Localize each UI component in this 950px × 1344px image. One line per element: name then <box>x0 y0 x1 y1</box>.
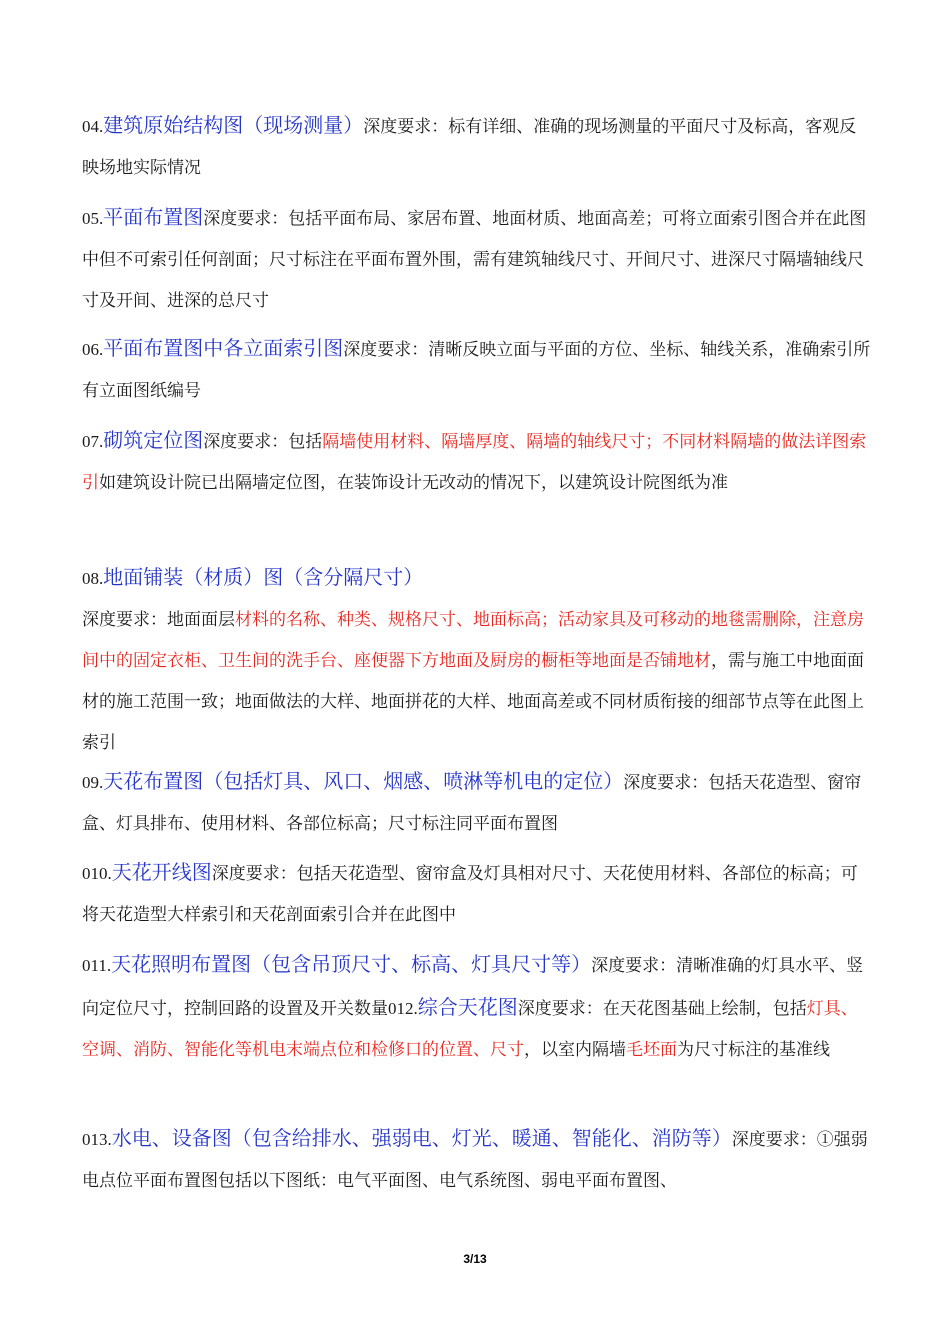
section-number: 09. <box>82 773 104 792</box>
section-body: 深度要求：①强弱电点位平面布置图包括以下图纸：电气平面图、电气系统图、弱电平面布置图、 <box>82 1130 868 1191</box>
section-number: 08. <box>82 569 104 588</box>
section-number: 011. <box>82 956 112 975</box>
highlight-text: 材料的名称、种类、规格尺寸、地面标高；活动家具及可移动的地毯需删除，注意房间中的固定衣柜、卫生间的洗手台、座便器下方地面及厨房的橱柜等地面是否铺地材 <box>82 610 864 671</box>
page-number: 3/13 <box>463 1252 487 1266</box>
section-number: 04. <box>82 117 104 136</box>
section-number: 010. <box>82 864 112 883</box>
section-body: ，需与施工中地面面材的施工范围一致；地面做法的大样、地面拼花的大样、地面高差或不同材质衔接的细部节点等在此图上索引 <box>82 651 864 753</box>
section-number: 06. <box>82 340 104 359</box>
section-title: 建筑原始结构图（现场测量） <box>103 113 364 137</box>
section-title: 地面铺装（材质）图（含分隔尺寸） <box>103 565 424 589</box>
section-title: 综合天花图 <box>417 995 518 1019</box>
section-011-012 <box>82 944 872 1071</box>
section-09 <box>82 761 872 845</box>
section-08 <box>82 557 872 764</box>
section-body: 深度要求：包括天花造型、窗帘盒、灯具排布、使用材料、各部位标高；尺寸标注同平面布置图 <box>82 773 862 834</box>
section-body: 深度要求：在天花图基础上绘制，包括 <box>517 999 807 1019</box>
section-07 <box>82 420 872 504</box>
highlight-text: 毛坯面 <box>626 1040 677 1060</box>
section-body: 深度要求：包括天花造型、窗帘盒及灯具相对尺寸、天花使用材料、各部位的标高；可将天花造型大样索引和天花剖面索引合并在此图中 <box>82 864 858 925</box>
section-05 <box>82 197 872 322</box>
section-number: 07. <box>82 432 104 451</box>
section-body: 为尺寸标注的基准线 <box>677 1040 830 1060</box>
section-body: 深度要求：标有详细、准确的现场测量的平面尺寸及标高，客观反映场地实际情况 <box>82 117 857 178</box>
section-body: 如建筑设计院已出隔墙定位图，在装饰设计无改动的情况下，以建筑设计院图纸为准 <box>99 473 728 493</box>
section-body: 深度要求：地面面层 <box>82 610 235 630</box>
highlight-text: 灯具、空调、消防、智能化等机电末端点位和检修口的位置、尺寸 <box>82 999 858 1060</box>
section-body: ，以室内隔墙 <box>524 1040 626 1060</box>
section-title: 平面布置图 <box>103 205 204 229</box>
section-body: 深度要求：清晰反映立面与平面的方位、坐标、轴线关系，准确索引所有立面图纸编号 <box>82 340 871 401</box>
section-title: 天花照明布置图（包含吊顶尺寸、标高、灯具尺寸等） <box>111 952 592 976</box>
section-010 <box>82 852 872 936</box>
section-number: 013. <box>82 1130 112 1149</box>
section-body: 深度要求：清晰准确的灯具水平、竖向定位尺寸，控制回路的设置及开关数量 <box>82 956 864 1019</box>
section-04 <box>82 105 872 189</box>
section-013 <box>82 1118 872 1202</box>
section-06 <box>82 328 872 412</box>
highlight-text: 隔墙使用材料、隔墙厚度、隔墙的轴线尺寸；不同材料隔墙的做法详图索引 <box>82 432 867 493</box>
section-number: 012. <box>388 999 418 1018</box>
section-number: 05. <box>82 209 104 228</box>
section-title: 天花布置图（包括灯具、风口、烟感、喷淋等机电的定位） <box>103 769 624 793</box>
section-body: 深度要求：包括平面布局、家居布置、地面材质、地面高差；可将立面索引图合并在此图中但不可索引任何剖面；尺寸标注在平面布置外围，需有建筑轴线尺寸、开间尺寸、进深尺寸隔墙轴线尺寸及开间、进深的总尺寸 <box>82 209 867 311</box>
section-body: 深度要求：包括 <box>203 432 323 452</box>
section-title: 天花开线图 <box>111 860 212 884</box>
section-title: 砌筑定位图 <box>103 428 204 452</box>
section-title: 平面布置图中各立面索引图 <box>103 336 344 360</box>
section-title: 水电、设备图（包含给排水、强弱电、灯光、暖通、智能化、消防等） <box>111 1126 732 1150</box>
